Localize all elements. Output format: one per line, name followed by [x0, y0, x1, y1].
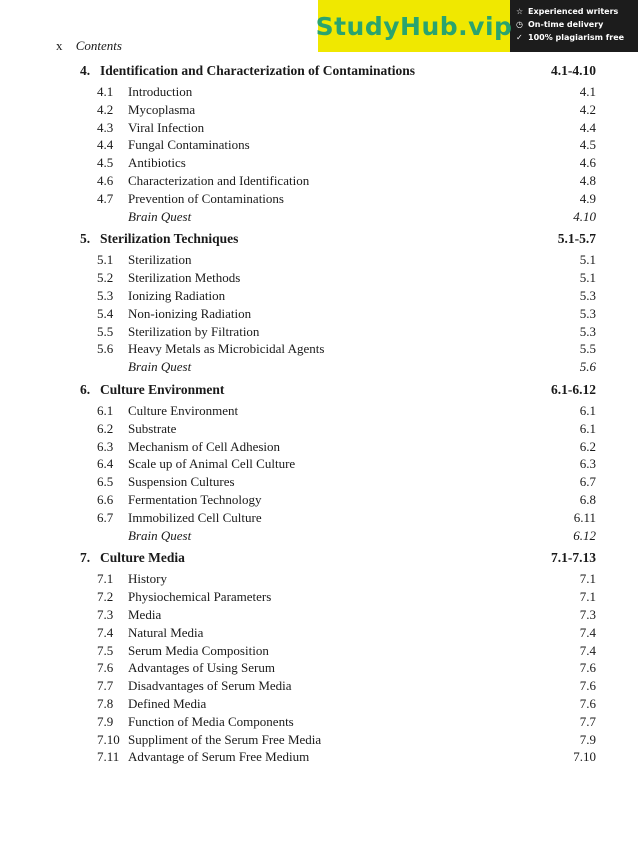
section-page: 4.2: [579, 101, 596, 117]
chapter-number: 6.: [80, 381, 91, 397]
toc-entry: [80, 102, 596, 120]
section-page: 4.4: [579, 119, 596, 135]
banner-logo[interactable]: [315, 0, 513, 52]
toc-entry: [80, 173, 596, 191]
section-number: 7.5: [97, 642, 114, 658]
section-title: Suspension Cultures: [128, 474, 235, 490]
section-title: Characterization and Identification: [128, 172, 310, 188]
section-title: Prevention of Contaminations: [128, 190, 284, 206]
section-number: 6.2: [97, 420, 114, 436]
toc-entry: [80, 456, 596, 474]
chapter: [80, 63, 596, 226]
section-page: 6.12: [573, 527, 596, 543]
section-title: Physiochemical Parameters: [128, 589, 272, 605]
banner-feature: [516, 31, 638, 44]
section-title: History: [128, 571, 167, 587]
section-number: 4.1: [97, 84, 114, 99]
section-number: 5.4: [97, 305, 114, 321]
section-page: 7.3: [579, 606, 596, 622]
section-title: Viral Infection: [128, 119, 205, 135]
section-number: 6.5: [97, 474, 114, 490]
chapter: [80, 231, 596, 377]
clock-icon: ◷: [516, 20, 523, 29]
section-page: 4.6: [579, 155, 596, 171]
section-number: 4.3: [97, 119, 114, 135]
section-title: Culture Environment: [128, 402, 239, 418]
section-page: 4.10: [573, 208, 596, 224]
toc-entry: [80, 732, 596, 750]
page-numeral: x: [56, 38, 63, 53]
section-title: Media: [128, 606, 162, 622]
section-page: 6.2: [579, 438, 596, 454]
banner-logo-text: StudyHub.vip: [315, 11, 513, 41]
running-head: [56, 38, 122, 54]
section-title: Introduction: [128, 84, 193, 99]
chapter: [80, 382, 596, 545]
toc-entry: [80, 288, 596, 306]
section-page: 5.5: [579, 341, 596, 357]
section-number: 7.1: [97, 571, 114, 587]
section-page: 6.11: [573, 509, 596, 525]
section-number: 7.6: [97, 660, 114, 676]
section-title: Function of Media Components: [128, 713, 294, 729]
chapter-title: Identification and Characterization of Contaminations: [100, 63, 415, 78]
chapter-page-range: 4.1-4.10: [551, 63, 596, 78]
section-number: 4.4: [97, 137, 114, 153]
section-title: Mechanism of Cell Adhesion: [128, 438, 281, 454]
section-number: 5.1: [97, 252, 114, 268]
section-title: Disadvantages of Serum Media: [128, 678, 292, 694]
chapter-title: Culture Media: [100, 550, 185, 566]
check-icon: ✓: [516, 33, 523, 42]
section-number: 6.1: [97, 402, 114, 418]
table-of-contents: [80, 63, 596, 772]
section-title: Substrate: [128, 420, 177, 436]
section-title: Immobilized Cell Culture: [128, 509, 262, 525]
chapter-page-range: 5.1-5.7: [557, 231, 596, 247]
toc-entry: [80, 252, 596, 270]
section-page: 6.1: [579, 420, 596, 436]
banner-feature-text: Experienced writers: [528, 7, 619, 16]
toc-entry: [80, 270, 596, 288]
banner-feature: [516, 5, 638, 18]
brain-quest-entry: [80, 209, 596, 227]
section-page: 4.5: [579, 137, 596, 153]
chapter-title-group: [80, 63, 415, 79]
section-title: Natural Media: [128, 624, 204, 640]
running-head-label: Contents: [75, 38, 122, 53]
section-title: Serum Media Composition: [128, 642, 269, 658]
toc-entry: [80, 84, 596, 102]
section-number: 7.7: [97, 678, 114, 694]
banner-feature: [516, 18, 638, 31]
section-page: 7.1: [579, 571, 596, 587]
section-title: Scale up of Animal Cell Culture: [128, 456, 296, 472]
section-title: Suppliment of the Serum Free Media: [128, 731, 322, 747]
section-page: 6.8: [579, 491, 596, 507]
toc-entry: [80, 120, 596, 138]
banner-feature-text: On-time delivery: [528, 20, 604, 29]
section-title: Sterilization by Filtration: [128, 323, 260, 339]
toc-entry: [80, 403, 596, 421]
chapter-page-range: 7.1-7.13: [551, 550, 596, 566]
toc-entry: [80, 421, 596, 439]
section-title: Sterilization: [128, 252, 192, 268]
toc-entry: [80, 155, 596, 173]
section-title: Mycoplasma: [128, 101, 196, 117]
section-number: 4.2: [97, 101, 114, 117]
toc-entry: [80, 474, 596, 492]
toc-entry: [80, 749, 596, 767]
section-number: 7.10: [97, 731, 120, 747]
section-page: 7.10: [573, 749, 596, 765]
toc-entry: [80, 306, 596, 324]
section-title: Fungal Contaminations: [128, 137, 250, 153]
ad-banner[interactable]: [315, 0, 638, 52]
toc-entry: [80, 191, 596, 209]
section-title: Advantages of Using Serum: [128, 660, 275, 676]
section-page: 4.8: [579, 172, 596, 188]
toc-entry: [80, 589, 596, 607]
toc-entry: [80, 571, 596, 589]
section-title: Sterilization Methods: [128, 270, 241, 286]
section-page: 7.6: [579, 695, 596, 711]
brain-quest-entry: [80, 528, 596, 546]
section-page: 7.9: [579, 731, 596, 747]
chapter-title: Culture Environment: [100, 381, 225, 397]
toc-entry: [80, 696, 596, 714]
section-page: 7.6: [579, 660, 596, 676]
toc-entry: [80, 324, 596, 342]
chapter-number: 4.: [80, 63, 91, 78]
section-number: 5.5: [97, 323, 114, 339]
toc-entry: [80, 341, 596, 359]
section-title: Brain Quest: [128, 527, 192, 543]
toc-entry: [80, 643, 596, 661]
section-page: 4.1: [579, 84, 596, 99]
section-title: Non-ionizing Radiation: [128, 305, 252, 321]
chapter-number: 7.: [80, 550, 91, 566]
section-number: 4.5: [97, 155, 114, 171]
section-number: 6.3: [97, 438, 114, 454]
section-number: 6.6: [97, 491, 114, 507]
toc-entry: [80, 607, 596, 625]
toc-entry: [80, 625, 596, 643]
section-title: Ionizing Radiation: [128, 287, 226, 303]
section-page: 5.1: [579, 270, 596, 286]
section-number: 5.2: [97, 270, 114, 286]
section-page: 5.6: [579, 359, 596, 375]
section-number: 7.8: [97, 695, 114, 711]
section-number: 7.9: [97, 713, 114, 729]
banner-feature-text: 100% plagiarism free: [528, 33, 625, 42]
toc-entry: [80, 137, 596, 155]
section-number: 5.3: [97, 287, 114, 303]
section-number: 5.6: [97, 341, 114, 357]
brain-quest-entry: [80, 359, 596, 377]
section-number: 6.7: [97, 509, 114, 525]
star-icon: ☆: [516, 7, 524, 16]
chapter-title: Sterilization Techniques: [100, 231, 239, 247]
section-page: 7.7: [579, 713, 596, 729]
section-page: 6.7: [579, 474, 596, 490]
chapter-heading: [80, 231, 596, 252]
section-page: 6.1: [579, 402, 596, 418]
chapter-heading: [80, 382, 596, 403]
chapter-page-range: 6.1-6.12: [551, 381, 596, 397]
toc-entry: [80, 660, 596, 678]
section-page: 5.1: [579, 252, 596, 268]
section-page: 7.4: [579, 624, 596, 640]
chapter-title-group: [80, 231, 238, 247]
toc-entry: [80, 678, 596, 696]
toc-entry: [80, 510, 596, 528]
section-number: 7.11: [97, 749, 120, 765]
banner-features: [516, 5, 638, 44]
section-title: Heavy Metals as Microbicidal Agents: [128, 341, 325, 357]
section-title: Brain Quest: [128, 359, 192, 375]
section-title: Defined Media: [128, 695, 207, 711]
toc-entry: [80, 439, 596, 457]
section-page: 5.3: [579, 305, 596, 321]
section-number: 4.7: [97, 190, 114, 206]
chapter: [80, 550, 596, 767]
section-number: 7.3: [97, 606, 114, 622]
chapter-heading: [80, 550, 596, 571]
toc-entry: [80, 492, 596, 510]
chapter-number: 5.: [80, 231, 91, 247]
section-page: 6.3: [579, 456, 596, 472]
section-page: 7.6: [579, 678, 596, 694]
chapter-heading: [80, 63, 596, 84]
section-page: 4.9: [579, 190, 596, 206]
section-page: 7.4: [579, 642, 596, 658]
section-title: Antibiotics: [128, 155, 186, 171]
section-page: 5.3: [579, 323, 596, 339]
section-page: 5.3: [579, 287, 596, 303]
section-number: 4.6: [97, 172, 114, 188]
section-title: Brain Quest: [128, 208, 192, 224]
chapter-title-group: [80, 382, 224, 398]
section-number: 7.2: [97, 589, 114, 605]
section-title: Fermentation Technology: [128, 491, 262, 507]
section-number: 7.4: [97, 624, 114, 640]
chapter-title-group: [80, 550, 185, 566]
section-page: 7.1: [579, 589, 596, 605]
section-number: 6.4: [97, 456, 114, 472]
toc-entry: [80, 714, 596, 732]
section-title: Advantage of Serum Free Medium: [128, 749, 310, 765]
